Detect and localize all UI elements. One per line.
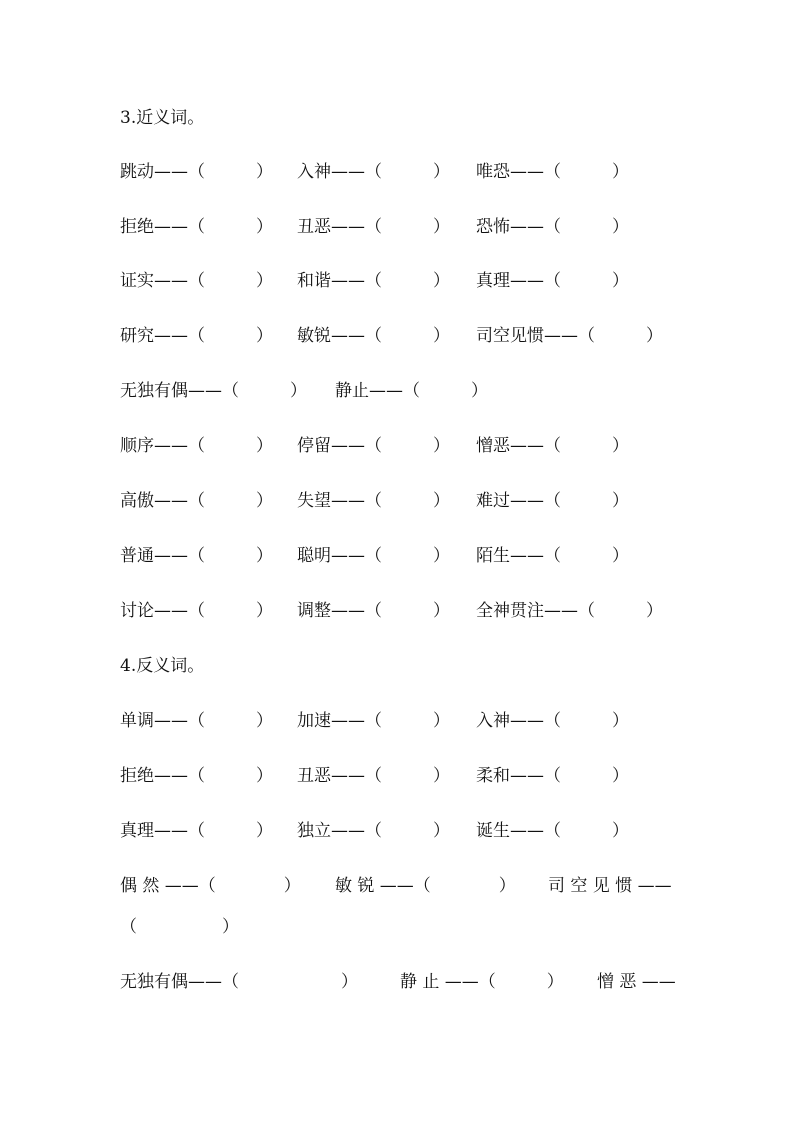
antonym-item: 憎 恶 —— (597, 972, 676, 992)
synonym-item: 司空见惯——（ ） (476, 326, 663, 346)
synonym-item: 顺序——（ ） (120, 436, 273, 456)
synonym-item: 真理——（ ） (476, 271, 629, 291)
synonym-item: 讨论——（ ） (120, 601, 273, 621)
synonym-item: 难过——（ ） (476, 491, 629, 511)
synonym-item: 拒绝——（ ） (120, 217, 273, 237)
antonym-item: 偶 然 ——（ ） (120, 876, 301, 896)
antonym-item: 拒绝——（ ） (120, 766, 273, 786)
antonym-item: 独立——（ ） (297, 821, 450, 841)
synonym-item: 停留——（ ） (297, 436, 450, 456)
synonym-item: 高傲——（ ） (120, 491, 273, 511)
section-3-heading: 3.近义词。 (120, 108, 205, 128)
synonym-item: 失望——（ ） (297, 491, 450, 511)
antonym-item: 诞生——（ ） (476, 821, 629, 841)
synonym-item: 跳动——（ ） (120, 162, 273, 182)
synonym-item: 全神贯注——（ ） (476, 601, 663, 621)
synonym-item: 入神——（ ） (297, 162, 450, 182)
synonym-item: 和谐——（ ） (297, 271, 450, 291)
synonym-item: 证实——（ ） (120, 271, 273, 291)
synonym-item: 陌生——（ ） (476, 546, 629, 566)
synonym-item: 丑恶——（ ） (297, 217, 450, 237)
section-4-heading: 4.反义词。 (120, 656, 205, 676)
synonym-item: 敏锐——（ ） (297, 326, 450, 346)
synonym-item: 调整——（ ） (297, 601, 450, 621)
antonym-item: 加速——（ ） (297, 711, 450, 731)
antonym-item: 敏 锐 ——（ ） (335, 876, 516, 896)
synonym-item: 普通——（ ） (120, 546, 273, 566)
antonym-item: 司 空 见 惯 —— (548, 876, 672, 896)
synonym-item: 唯恐——（ ） (476, 162, 629, 182)
synonym-item: 聪明——（ ） (297, 546, 450, 566)
antonym-item: 真理——（ ） (120, 821, 273, 841)
antonym-item: 无独有偶——（ ） (120, 972, 358, 992)
synonym-item: 研究——（ ） (120, 326, 273, 346)
antonym-item: 柔和——（ ） (476, 766, 629, 786)
antonym-item: 丑恶——（ ） (297, 766, 450, 786)
antonym-item: 单调——（ ） (120, 711, 273, 731)
antonym-item: 入神——（ ） (476, 711, 629, 731)
synonym-item: 静止——（ ） (335, 381, 488, 401)
synonym-item: 无独有偶——（ ） (120, 381, 307, 401)
synonym-item: 憎恶——（ ） (476, 436, 629, 456)
synonym-item: 恐怖——（ ） (476, 217, 629, 237)
antonym-item: （ ） (120, 917, 239, 937)
antonym-item: 静 止 ——（ ） (400, 972, 564, 992)
